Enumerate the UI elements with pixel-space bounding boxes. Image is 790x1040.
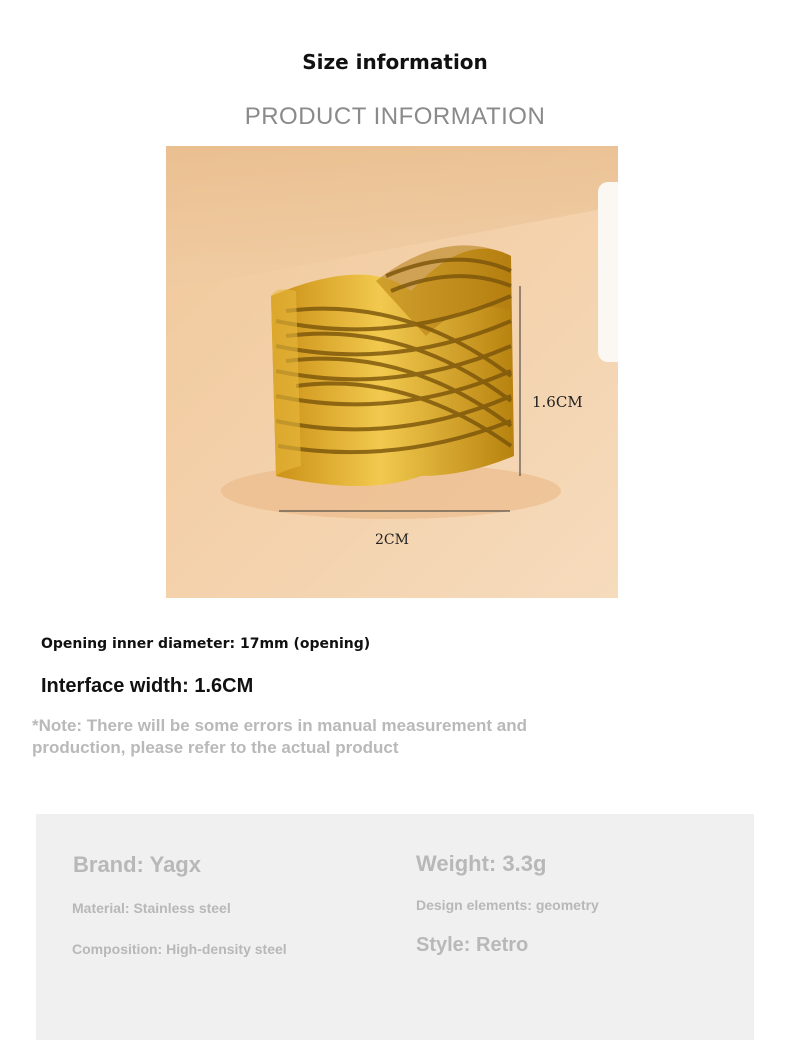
material-spec: Material: Stainless steel xyxy=(72,900,231,916)
product-photo xyxy=(166,146,618,598)
product-specs-panel xyxy=(36,814,754,1040)
design-spec: Design elements: geometry xyxy=(416,897,599,913)
composition-spec: Composition: High-density steel xyxy=(72,941,287,957)
style-spec: Style: Retro xyxy=(416,934,529,956)
measurement-note: *Note: There will be some errors in manual measurement and production, please refer to the actual product xyxy=(32,716,528,757)
height-label: 1.6CM xyxy=(532,393,583,411)
size-information-title: Size information xyxy=(302,50,488,74)
weight-spec: Weight: 3.3g xyxy=(416,851,547,876)
white-block xyxy=(598,182,618,362)
interface-width-text: Interface width: 1.6CM xyxy=(41,675,254,697)
width-label: 2CM xyxy=(375,532,409,548)
product-information-title: PRODUCT INFORMATION xyxy=(244,103,546,130)
opening-diameter-text: Opening inner diameter: 17mm (opening) xyxy=(41,636,371,652)
brand-spec: Brand: Yagx xyxy=(73,852,201,877)
ring-illustration xyxy=(166,146,618,598)
